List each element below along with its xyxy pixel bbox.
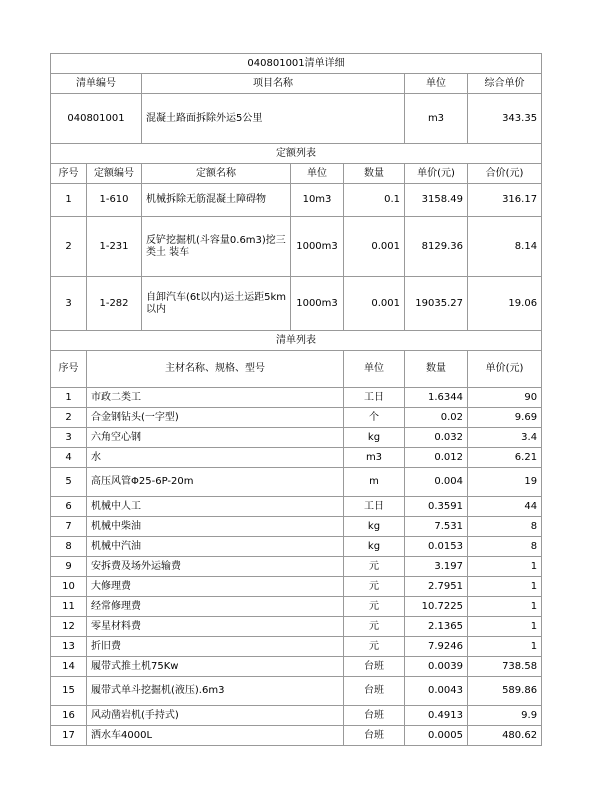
list-cell-name: 履带式推土机75Kw	[87, 657, 344, 677]
quota-cell-code: 1-610	[87, 184, 142, 217]
list-cell-unit: kg	[344, 428, 405, 448]
list-cell-index: 12	[51, 617, 87, 637]
quota-section-title: 定额列表	[51, 144, 542, 164]
list-row	[51, 557, 542, 577]
quota-cell-index: 1	[51, 184, 87, 217]
list-cell-name: 市政二类工	[87, 388, 344, 408]
list-cell-qty: 0.3591	[405, 497, 468, 517]
list-cell-price: 1	[468, 577, 542, 597]
quota-cell-qty: 0.001	[344, 217, 405, 277]
quota-cell-price: 8129.36	[405, 217, 468, 277]
quota-cell-name: 反铲挖掘机(斗容量0.6m3)挖三类土 装车	[142, 217, 291, 277]
quota-cell-price: 19035.27	[405, 277, 468, 331]
list-cell-unit: 台班	[344, 726, 405, 746]
list-row	[51, 577, 542, 597]
list-cell-price: 8	[468, 537, 542, 557]
list-col-header: 序号	[51, 351, 87, 388]
list-cell-price: 9.9	[468, 706, 542, 726]
list-row	[51, 677, 542, 706]
list-cell-name: 安拆费及场外运输费	[87, 557, 344, 577]
list-cell-index: 10	[51, 577, 87, 597]
list-cell-index: 14	[51, 657, 87, 677]
list-row	[51, 428, 542, 448]
list-cell-price: 1	[468, 597, 542, 617]
list-cell-name: 合金钢钻头(一字型)	[87, 408, 344, 428]
list-cell-unit: 元	[344, 557, 405, 577]
quota-cell-total: 316.17	[468, 184, 542, 217]
list-cell-unit: 个	[344, 408, 405, 428]
list-cell-index: 6	[51, 497, 87, 517]
list-header-row	[51, 351, 542, 388]
quota-col-header: 单位	[291, 164, 344, 184]
list-cell-unit: 台班	[344, 657, 405, 677]
list-cell-index: 8	[51, 537, 87, 557]
list-cell-unit: 工日	[344, 388, 405, 408]
col-header-price: 综合单价	[468, 74, 542, 94]
quota-row	[51, 217, 542, 277]
list-cell-index: 13	[51, 637, 87, 657]
list-cell-qty: 10.7225	[405, 597, 468, 617]
quota-cell-name: 机械拆除无筋混凝土障碍物	[142, 184, 291, 217]
list-cell-price: 9.69	[468, 408, 542, 428]
list-cell-name: 水	[87, 448, 344, 468]
list-cell-price: 3.4	[468, 428, 542, 448]
list-cell-price: 19	[468, 468, 542, 497]
list-cell-index: 2	[51, 408, 87, 428]
list-cell-name: 履带式单斗挖掘机(液压).6m3	[87, 677, 344, 706]
quota-cell-qty: 0.1	[344, 184, 405, 217]
list-cell-unit: 元	[344, 597, 405, 617]
list-cell-index: 17	[51, 726, 87, 746]
list-cell-price: 1	[468, 557, 542, 577]
quota-cell-total: 8.14	[468, 217, 542, 277]
list-cell-index: 1	[51, 388, 87, 408]
table-title: 040801001清单详细	[51, 54, 542, 74]
list-cell-qty: 0.032	[405, 428, 468, 448]
quota-col-header: 数量	[344, 164, 405, 184]
list-row	[51, 726, 542, 746]
list-cell-price: 6.21	[468, 448, 542, 468]
list-cell-qty: 0.004	[405, 468, 468, 497]
list-cell-qty: 0.012	[405, 448, 468, 468]
bill-unit: m3	[405, 94, 468, 144]
list-cell-name: 大修理费	[87, 577, 344, 597]
list-cell-name: 机械中柴油	[87, 517, 344, 537]
bill-price: 343.35	[468, 94, 542, 144]
list-cell-unit: kg	[344, 517, 405, 537]
list-cell-price: 1	[468, 637, 542, 657]
list-cell-index: 4	[51, 448, 87, 468]
quota-col-header: 定额编号	[87, 164, 142, 184]
quota-col-header: 定额名称	[142, 164, 291, 184]
list-cell-qty: 0.0039	[405, 657, 468, 677]
list-cell-unit: 台班	[344, 706, 405, 726]
list-row	[51, 497, 542, 517]
list-row	[51, 468, 542, 497]
list-cell-name: 折旧费	[87, 637, 344, 657]
list-section-title: 清单列表	[51, 331, 542, 351]
quota-cell-total: 19.06	[468, 277, 542, 331]
list-cell-price: 44	[468, 497, 542, 517]
list-cell-unit: 工日	[344, 497, 405, 517]
quota-cell-qty: 0.001	[344, 277, 405, 331]
col-header-code: 清单编号	[51, 74, 142, 94]
list-cell-qty: 1.6344	[405, 388, 468, 408]
list-cell-name: 机械中汽油	[87, 537, 344, 557]
list-cell-name: 零星材料费	[87, 617, 344, 637]
list-cell-index: 5	[51, 468, 87, 497]
bill-detail-table	[50, 53, 542, 746]
bill-code: 040801001	[51, 94, 142, 144]
quota-col-header: 单价(元)	[405, 164, 468, 184]
list-cell-qty: 0.4913	[405, 706, 468, 726]
list-cell-price: 90	[468, 388, 542, 408]
list-cell-unit: m3	[344, 448, 405, 468]
list-cell-qty: 0.0043	[405, 677, 468, 706]
list-row	[51, 706, 542, 726]
list-row	[51, 617, 542, 637]
list-cell-name: 洒水车4000L	[87, 726, 344, 746]
list-col-header: 单位	[344, 351, 405, 388]
quota-cell-unit: 1000m3	[291, 217, 344, 277]
list-row	[51, 408, 542, 428]
quota-row	[51, 277, 542, 331]
list-cell-unit: 元	[344, 577, 405, 597]
list-cell-name: 高压风管Φ25-6P-20m	[87, 468, 344, 497]
list-row	[51, 388, 542, 408]
list-cell-name: 六角空心钢	[87, 428, 344, 448]
quota-col-header: 序号	[51, 164, 87, 184]
list-cell-unit: 元	[344, 617, 405, 637]
list-cell-name: 经常修理费	[87, 597, 344, 617]
quota-cell-unit: 10m3	[291, 184, 344, 217]
list-cell-qty: 0.0153	[405, 537, 468, 557]
quota-col-header: 合价(元)	[468, 164, 542, 184]
quota-cell-index: 3	[51, 277, 87, 331]
quota-cell-code: 1-282	[87, 277, 142, 331]
quota-cell-code: 1-231	[87, 217, 142, 277]
list-row	[51, 517, 542, 537]
quota-cell-index: 2	[51, 217, 87, 277]
list-cell-unit: m	[344, 468, 405, 497]
list-cell-price: 480.62	[468, 726, 542, 746]
list-cell-qty: 2.7951	[405, 577, 468, 597]
list-cell-price: 738.58	[468, 657, 542, 677]
col-header-unit: 单位	[405, 74, 468, 94]
list-cell-qty: 2.1365	[405, 617, 468, 637]
quota-cell-unit: 1000m3	[291, 277, 344, 331]
list-cell-qty: 0.0005	[405, 726, 468, 746]
list-cell-qty: 7.9246	[405, 637, 468, 657]
quota-header-row	[51, 164, 542, 184]
list-row	[51, 537, 542, 557]
list-row	[51, 448, 542, 468]
list-cell-qty: 3.197	[405, 557, 468, 577]
list-cell-index: 11	[51, 597, 87, 617]
list-cell-price: 589.86	[468, 677, 542, 706]
list-cell-index: 16	[51, 706, 87, 726]
list-cell-index: 9	[51, 557, 87, 577]
quota-row	[51, 184, 542, 217]
list-cell-name: 风动凿岩机(手持式)	[87, 706, 344, 726]
list-cell-qty: 7.531	[405, 517, 468, 537]
list-cell-index: 15	[51, 677, 87, 706]
col-header-name: 项目名称	[142, 74, 405, 94]
list-cell-index: 7	[51, 517, 87, 537]
list-row	[51, 657, 542, 677]
list-cell-unit: 台班	[344, 677, 405, 706]
list-cell-price: 8	[468, 517, 542, 537]
list-col-header: 单价(元)	[468, 351, 542, 388]
quota-cell-price: 3158.49	[405, 184, 468, 217]
quota-cell-name: 自卸汽车(6t以内)运土运距5km以内	[142, 277, 291, 331]
list-row	[51, 597, 542, 617]
bill-name: 混凝土路面拆除外运5公里	[142, 94, 405, 144]
list-col-header: 主材名称、规格、型号	[87, 351, 344, 388]
list-row	[51, 637, 542, 657]
list-cell-unit: kg	[344, 537, 405, 557]
list-cell-price: 1	[468, 617, 542, 637]
list-cell-name: 机械中人工	[87, 497, 344, 517]
list-cell-index: 3	[51, 428, 87, 448]
list-cell-unit: 元	[344, 637, 405, 657]
list-col-header: 数量	[405, 351, 468, 388]
list-cell-qty: 0.02	[405, 408, 468, 428]
